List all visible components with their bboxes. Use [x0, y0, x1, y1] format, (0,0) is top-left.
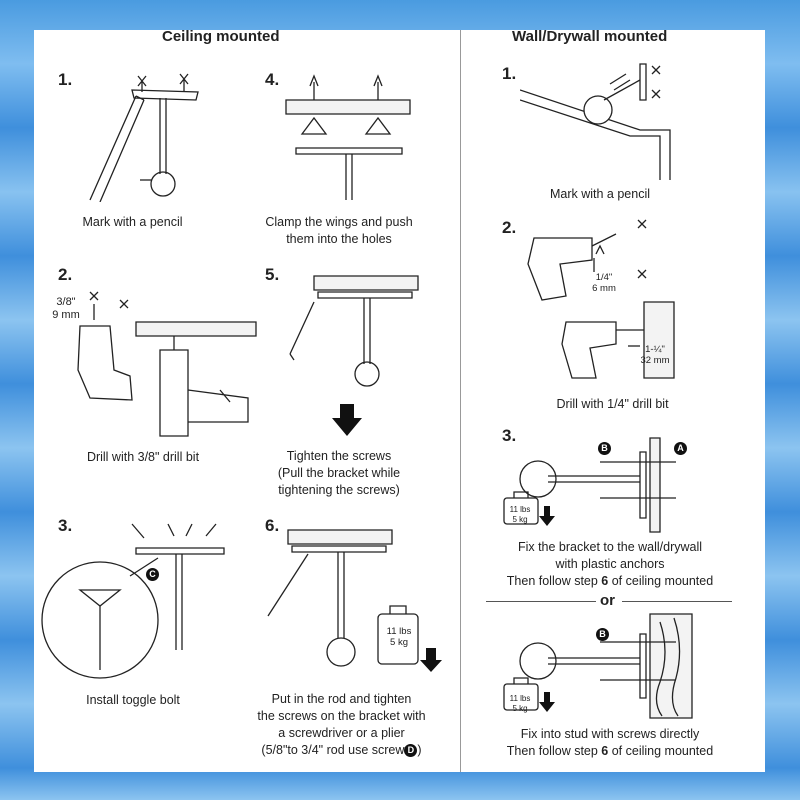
or-separator: or	[600, 592, 615, 609]
or-rule-left	[486, 601, 596, 602]
ceiling-step-1-illustration	[70, 62, 200, 202]
wall-step-2-depth: 1-¼" 32 mm	[640, 344, 670, 366]
wall-step-1-number: 1.	[502, 64, 517, 83]
wall-stud-badge-b: B	[596, 628, 609, 641]
ceiling-step-6-illustration	[258, 520, 448, 680]
ceiling-step-5-number: 5.	[265, 265, 280, 284]
ceiling-step-2-caption: Drill with 3/8" drill bit	[86, 450, 200, 464]
ceiling-step-3-caption: Install toggle bolt	[86, 693, 180, 707]
ceiling-column-title: Ceiling mounted	[162, 28, 280, 45]
wall-step-1-caption: Mark with a pencil	[549, 187, 651, 201]
ceiling-step-2-number: 2.	[58, 265, 73, 284]
ceiling-step-3-badge: C	[146, 568, 159, 581]
ceiling-step-4-illustration	[284, 72, 414, 202]
ceiling-step-4-number: 4.	[265, 70, 280, 89]
ceiling-step-3-illustration	[40, 520, 230, 680]
wall-step-3-badge-a: A	[674, 442, 687, 455]
ceiling-step-6-number: 6.	[265, 516, 280, 535]
wall-stud-weight: 11 lbs 5 kg	[509, 694, 531, 713]
ceiling-step-4-caption: Clamp the wings and push them into the holes	[265, 215, 413, 246]
or-rule-right	[622, 601, 732, 602]
wall-step-2-drill-size: 1/4" 6 mm	[592, 272, 616, 294]
ceiling-step-6-weight: 11 lbs 5 kg	[386, 626, 412, 648]
wall-step-1-illustration	[520, 60, 680, 180]
wall-step-3-number: 3.	[502, 426, 517, 445]
column-divider	[460, 30, 461, 772]
wall-step-2-number: 2.	[502, 218, 517, 237]
wall-column-title: Wall/Drywall mounted	[512, 28, 668, 45]
ceiling-step-2-illustration	[70, 290, 270, 440]
wall-step-3-caption: Fix the bracket to the wall/drywall with plastic anchors Then follow step 6 of ceiling mounted	[506, 540, 714, 588]
ceiling-step-6-caption: Put in the rod and tighten the screws on the bracket with a screwdriver or a plier (5/8"to 3/4" rod use screw D )	[257, 692, 426, 757]
ceiling-step-5-caption: Tighten the screws (Pull the bracket while tightening the screws)	[277, 449, 401, 497]
ceiling-step-2-drill-size: 3/8" 9 mm	[52, 296, 80, 321]
ceiling-step-6-badge: D	[404, 744, 417, 757]
ceiling-step-1-caption: Mark with a pencil	[82, 215, 183, 229]
wall-step-3-badge-b: B	[598, 442, 611, 455]
wall-step-3-weight: 11 lbs 5 kg	[509, 505, 531, 524]
ceiling-step-5-illustration	[284, 268, 424, 443]
ceiling-step-3-number: 3.	[58, 516, 73, 535]
ceiling-step-1-number: 1.	[58, 70, 73, 89]
wall-step-2-caption: Drill with 1/4" drill bit	[556, 397, 669, 411]
wall-stud-caption: Fix into stud with screws directly Then follow step 6 of ceiling mounted	[506, 727, 714, 758]
